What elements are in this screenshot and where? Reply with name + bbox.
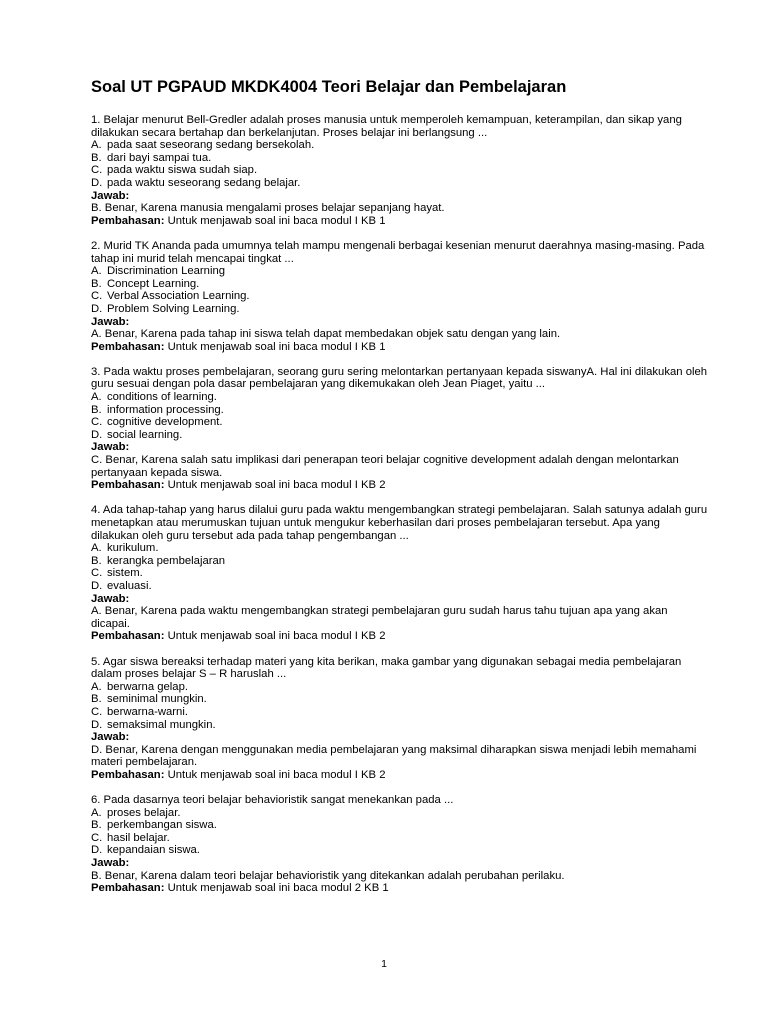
option-text: pada waktu siswa sudah siap. — [107, 164, 258, 177]
option-text: kepandaian siswa. — [107, 844, 200, 857]
explanation-label: Pembahasan: — [91, 630, 165, 643]
explanation-text: Untuk menjawab soal ini baca modul I KB 2 — [167, 768, 386, 781]
option-letter: C. — [91, 290, 103, 303]
question-text: 6. Pada dasarnya teori belajar behavioristik sangat menekankan pada ... — [91, 794, 454, 807]
option-letter: B. — [91, 277, 102, 290]
option-letter: C. — [91, 831, 103, 844]
option-text: social learning. — [107, 428, 183, 441]
explanation-line — [91, 479, 708, 492]
option-letter: A. — [91, 265, 102, 278]
answer-label: Jawab: — [91, 189, 130, 202]
answer-label: Jawab: — [91, 857, 130, 870]
option-text: pada waktu seseorang sedang belajar. — [107, 176, 301, 189]
explanation-line — [91, 882, 708, 895]
option-letter: B. — [91, 554, 102, 567]
option-letter: A. — [91, 806, 102, 819]
option-item — [91, 164, 708, 177]
question-block — [91, 366, 708, 492]
question-text: 2. Murid TK Ananda pada umumnya telah mampu mengenali berbagai kesenian menurut daerahnya masing-masing. Pada tahap ini murid telah mencapai tingkat ... — [91, 239, 705, 265]
explanation-label: Pembahasan: — [91, 214, 165, 227]
option-text: Verbal Association Learning. — [107, 290, 250, 303]
explanation-line — [91, 769, 708, 782]
option-letter: A. — [91, 542, 102, 555]
option-item — [91, 391, 708, 404]
explanation-line — [91, 215, 708, 228]
question-block — [91, 240, 708, 353]
explanation-label: Pembahasan: — [91, 479, 165, 492]
option-text: Concept Learning. — [107, 277, 200, 290]
option-item — [91, 844, 708, 857]
option-list — [91, 139, 708, 189]
option-text: hasil belajar. — [107, 831, 170, 844]
option-text: information processing. — [107, 403, 224, 416]
option-item — [91, 819, 708, 832]
option-letter: B. — [91, 693, 102, 706]
option-text: pada saat seseorang sedang bersekolah. — [107, 139, 315, 152]
option-item — [91, 177, 708, 190]
option-item — [91, 416, 708, 429]
answer-text: A. Benar, Karena pada waktu mengembangkan strategi pembelajaran guru sudah harus tahu tujuan apa yang akan dicapai. — [91, 605, 668, 630]
option-item — [91, 290, 708, 303]
option-item — [91, 719, 708, 732]
option-letter: B. — [91, 151, 102, 164]
option-item — [91, 807, 708, 820]
answer-label: Jawab: — [91, 731, 130, 744]
explanation-line — [91, 341, 708, 354]
option-item — [91, 567, 708, 580]
option-text: Discrimination Learning — [107, 265, 226, 278]
option-item — [91, 429, 708, 442]
question-block — [91, 504, 708, 643]
option-text: perkembangan siswa. — [107, 819, 217, 832]
explanation-label: Pembahasan: — [91, 340, 165, 353]
option-letter: C. — [91, 705, 103, 718]
answer-text: A. Benar, Karena pada tahap ini siswa telah dapat membedakan objek satu dengan yang lain. — [91, 328, 561, 341]
answer-text: B. Benar, Karena dalam teori belajar behavioristik yang ditekankan adalah perubahan perilaku. — [91, 869, 565, 882]
option-text: semaksimal mungkin. — [107, 718, 216, 731]
option-item — [91, 152, 708, 165]
option-text: dari bayi sampai tua. — [107, 151, 212, 164]
option-letter: D. — [91, 302, 103, 315]
question-text: 1. Belajar menurut Bell-Gredler adalah proses manusia untuk memperoleh kemampuan, keterampilan, dan sikap yang dilakukan secara bertahap dan berkelanjutan. Proses belajar ini berlangsung ... — [91, 114, 682, 139]
explanation-text: Untuk menjawab soal ini baca modul I KB 1 — [167, 214, 386, 227]
option-text: conditions of learning. — [107, 391, 217, 404]
option-list — [91, 807, 708, 857]
answer-label: Jawab: — [91, 592, 130, 605]
answer-text: C. Benar, Karena salah satu implikasi dari penerapan teori belajar cognitive development adalah dengan melontarkan pertanyaan kepada siswa. — [91, 454, 679, 479]
option-letter: C. — [91, 567, 103, 580]
option-text: cognitive development. — [107, 416, 223, 429]
option-letter: A. — [91, 391, 102, 404]
explanation-text: Untuk menjawab soal ini baca modul I KB 2 — [167, 630, 386, 643]
answer-text: D. Benar, Karena dengan menggunakan media pembelajaran yang maksimal diharapkan siswa menjadi lebih memahami materi pembelajaran. — [91, 743, 697, 769]
option-item — [91, 693, 708, 706]
option-text: proses belajar. — [107, 806, 181, 819]
option-item — [91, 681, 708, 694]
option-letter: D. — [91, 176, 103, 189]
explanation-line — [91, 630, 708, 643]
option-text: seminimal mungkin. — [107, 693, 207, 706]
option-item — [91, 706, 708, 719]
question-text: 4. Ada tahap-tahap yang harus dilalui guru pada waktu mengembangkan strategi pembelajaran. Salah satunya adalah guru menetapkan atau merumuskan tujuan untuk mengukur keberhasilan dari proses pembelajaran tersebut. Apa yang dilakukan oleh guru tersebut ada pada tahap pengembangan ... — [91, 504, 708, 542]
option-item — [91, 832, 708, 845]
option-list — [91, 391, 708, 441]
option-item — [91, 303, 708, 316]
option-list — [91, 265, 708, 315]
option-letter: B. — [91, 403, 102, 416]
option-letter: D. — [91, 844, 103, 857]
option-letter: B. — [91, 819, 102, 832]
option-item — [91, 580, 708, 593]
option-text: kerangka pembelajaran — [107, 554, 226, 567]
option-letter: C. — [91, 416, 103, 429]
option-item — [91, 278, 708, 291]
option-item — [91, 555, 708, 568]
option-list — [91, 542, 708, 592]
option-letter: A. — [91, 139, 102, 152]
explanation-label: Pembahasan: — [91, 768, 165, 781]
explanation-label: Pembahasan: — [91, 882, 165, 895]
option-item — [91, 265, 708, 278]
option-item — [91, 404, 708, 417]
option-letter: D. — [91, 718, 103, 731]
option-letter: C. — [91, 164, 103, 177]
option-letter: D. — [91, 428, 103, 441]
option-list — [91, 681, 708, 731]
answer-label: Jawab: — [91, 315, 130, 328]
option-text: kurikulum. — [107, 542, 159, 555]
explanation-text: Untuk menjawab soal ini baca modul I KB 2 — [167, 479, 386, 492]
answer-text: B. Benar, Karena manusia mengalami proses belajar sepanjang hayat. — [91, 202, 445, 215]
question-text: 5. Agar siswa bereaksi terhadap materi yang kita berikan, maka gambar yang digunakan sebagai media pembelajaran dalam proses belajar S – R haruslah ... — [91, 655, 682, 681]
option-text: berwarna-warni. — [107, 705, 188, 718]
question-block — [91, 114, 708, 227]
option-item — [91, 139, 708, 152]
option-text: Problem Solving Learning. — [107, 302, 240, 315]
question-block — [91, 656, 708, 782]
document-title: Soal UT PGPAUD MKDK4004 Teori Belajar dan Pembelajaran — [91, 78, 567, 96]
answer-label: Jawab: — [91, 441, 130, 454]
question-list — [91, 114, 708, 895]
question-block — [91, 794, 708, 895]
option-text: berwarna gelap. — [107, 680, 189, 693]
option-text: sistem. — [107, 567, 143, 580]
option-item — [91, 542, 708, 555]
option-letter: D. — [91, 579, 103, 592]
explanation-text: Untuk menjawab soal ini baca modul I KB 1 — [167, 340, 386, 353]
option-text: evaluasi. — [107, 579, 152, 592]
question-text: 3. Pada waktu proses pembelajaran, seorang guru sering melontarkan pertanyaan kepada siswanyA. Hal ini dilakukan oleh guru sesuai dengan pola dasar pembelajaran yang dikemukakan oleh Jean Piaget, yaitu ... — [91, 365, 708, 391]
option-letter: A. — [91, 680, 102, 693]
page-number: 1 — [381, 958, 387, 970]
explanation-text: Untuk menjawab soal ini baca modul 2 KB 1 — [167, 882, 389, 895]
